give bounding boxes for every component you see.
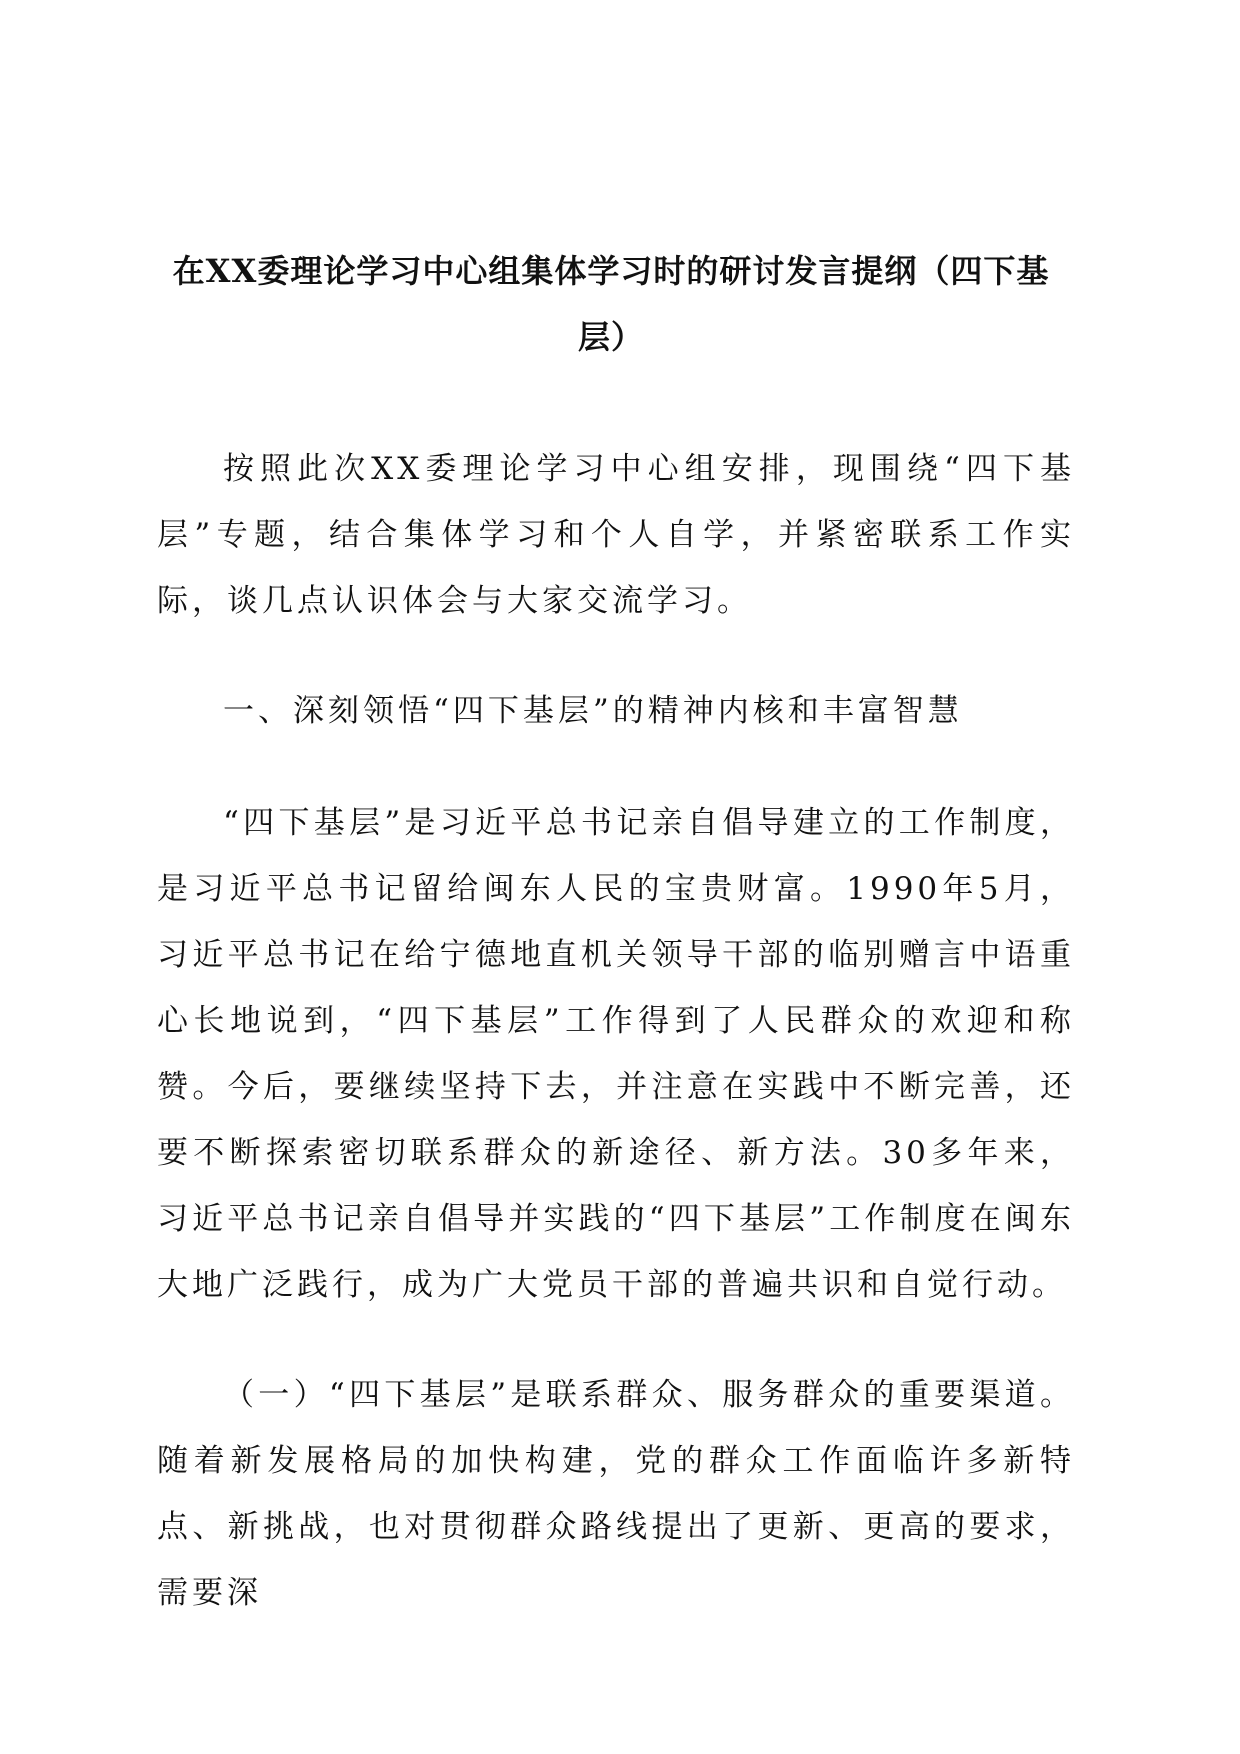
body-paragraph-2: （一）“四下基层”是联系群众、服务群众的重要渠道。随着新发展格局的加快构建，党的群众工作面临许多新特点、新挑战，也对贯彻群众路线提出了更新、更高的要求，需要深 bbox=[157, 1377, 1075, 1611]
body-paragraph-1: “四下基层”是习近平总书记亲自倡导建立的工作制度，是习近平总书记留给闽东人民的宝贵财富。1990年5月，习近平总书记在给宁德地直机关领导干部的临别赠言中语重心长地说到，“四下基层”工作得到了人民群众的欢迎和称赞。今后，要继续坚持下去，并注意在实践中不断完善，还要不断探索密切联系群众的新途径、新方法。30多年来，习近平总书记亲自倡导并实践的“四下基层”工作制度在闽东大地广泛践行，成为广大党员干部的普遍共识和自觉行动。 bbox=[157, 805, 1075, 1303]
document-title: 在XX委理论学习中心组集体学习时的研讨发言提纲（四下基层） bbox=[172, 252, 1050, 356]
intro-paragraph: 按照此次XX委理论学习中心组安排，现围绕“四下基层”专题，结合集体学习和个人自学，并紧密联系工作实际，谈几点认识体会与大家交流学习。 bbox=[157, 451, 1075, 619]
section-heading-1: 一、深刻领悟“四下基层”的精神内核和丰富智慧 bbox=[223, 693, 963, 729]
